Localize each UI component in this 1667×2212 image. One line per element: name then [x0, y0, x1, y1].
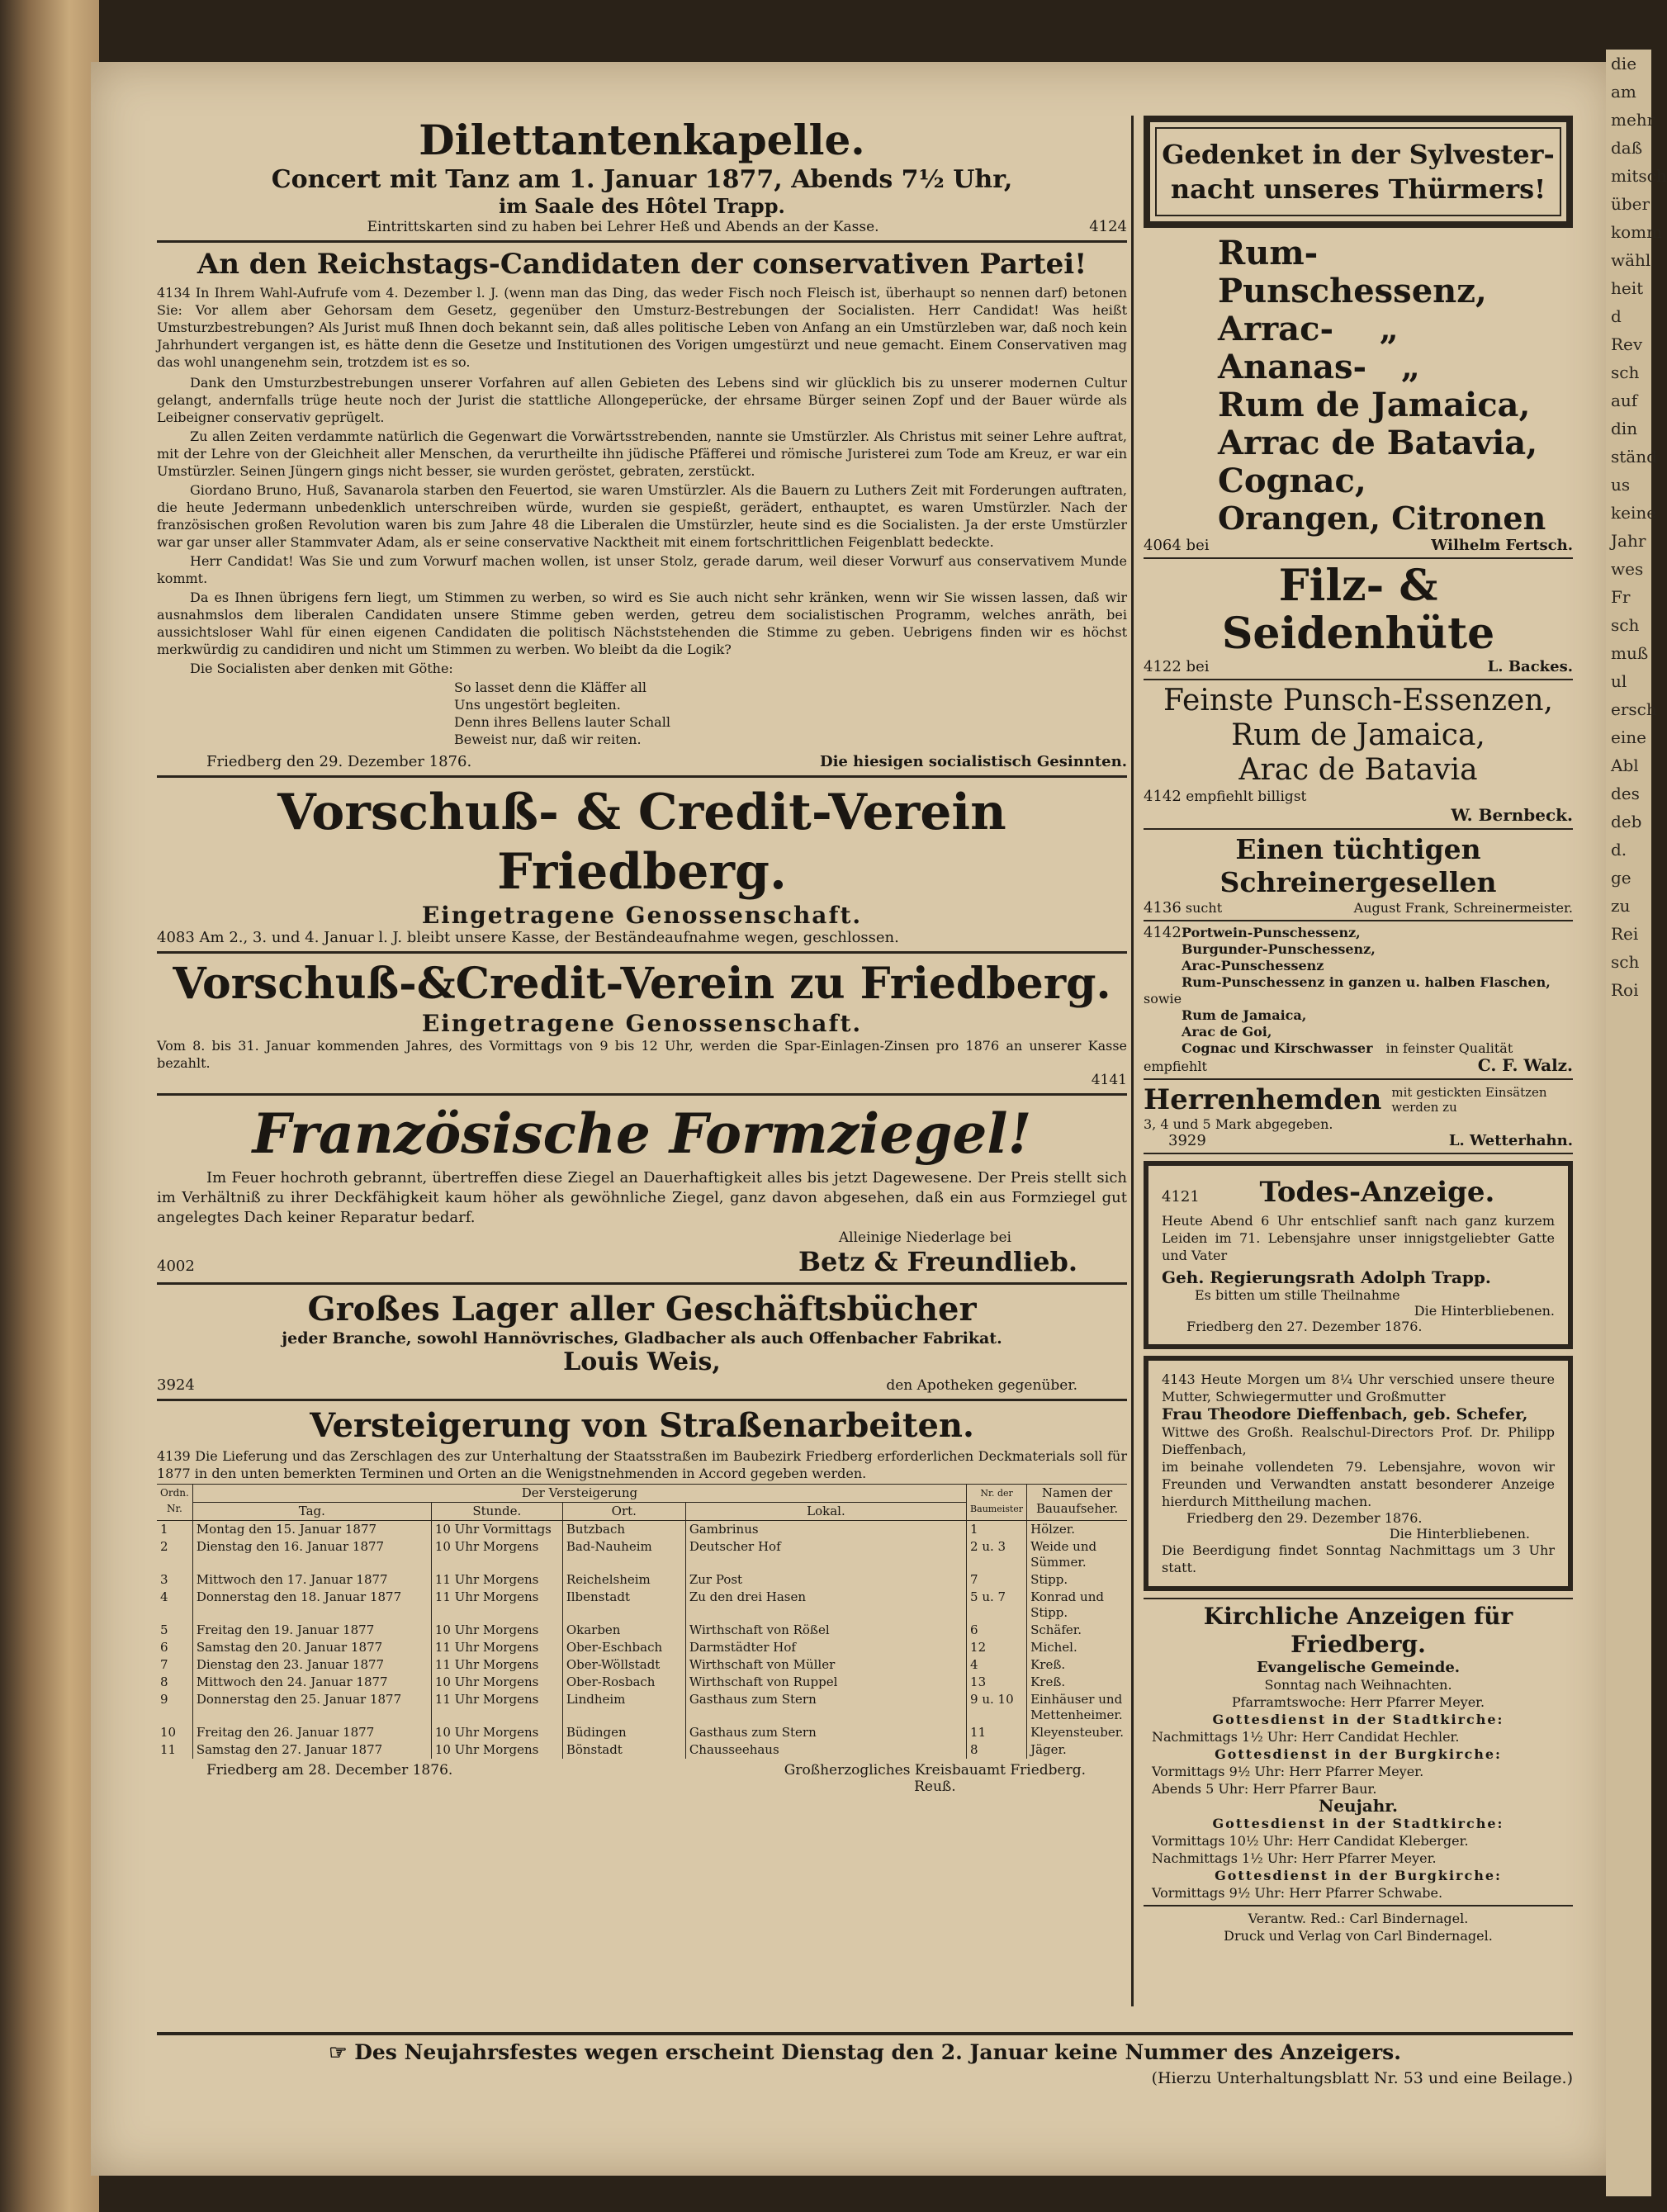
divider: [157, 1282, 1127, 1285]
reichstag-paragraph: Die Socialisten aber denken mit Göthe:: [190, 661, 453, 676]
adjacent-page-fragment: mitsch: [1611, 166, 1667, 186]
ad-number: 4141: [1091, 1072, 1127, 1088]
table-header: Ordn. Nr.: [157, 1485, 192, 1521]
ad-geschaeftsbuecher: [157, 1290, 1127, 1394]
walz-line: Cognac und Kirschwasser: [1182, 1040, 1373, 1056]
adjacent-page-fragment: eine: [1611, 727, 1646, 747]
feinste-name: W. Bernbeck.: [1451, 805, 1573, 825]
table-cell: Chausseehaus: [685, 1741, 966, 1759]
adjacent-page-fragment: ge: [1611, 868, 1631, 888]
table-cell: 11 Uhr Morgens: [431, 1589, 562, 1622]
kirche-heading: Gottesdienst in der Stadtkirche:: [1212, 1712, 1504, 1727]
dilettanten-line1: Concert mit Tanz am 1. Januar 1877, Abends 7½ Uhr,: [271, 165, 1013, 194]
vorschuss2-subtitle: Eingetragene Genossenschaft.: [421, 1010, 863, 1037]
rum-line: Orangen, Citronen: [1218, 500, 1546, 537]
todes2-sign: Die Hinterbliebenen.: [1389, 1526, 1530, 1542]
table-cell: 3: [160, 1572, 168, 1587]
poem-line: So lasset denn die Kläffer all: [454, 680, 647, 695]
ad-number: 3929: [1168, 1132, 1206, 1149]
table-cell: 7: [967, 1571, 1027, 1589]
rum-bei: bei: [1186, 537, 1210, 554]
todes2-text: im beinahe vollendeten 79. Lebensjahre, wovon wir Freunden und Verwandten anstatt besonderer Anzeige hierdurch Mittheilung machen.: [1162, 1459, 1555, 1509]
table-row: [157, 1741, 1127, 1759]
pointing-hand-icon: ☞: [329, 2040, 355, 2064]
adjacent-page-fragment: die: [1611, 54, 1637, 73]
vorschuss2-text: Vom 8. bis 31. Januar kommenden Jahres, des Vormittags von 9 bis 12 Uhr, werden die Spar-Einlagen-Zinsen pro 1876 an unserer Kasse bezahlt.: [157, 1038, 1127, 1071]
adjacent-page-fragment: Rev: [1611, 334, 1643, 354]
formziegel-sole: Alleinige Niederlage bei: [838, 1229, 1011, 1246]
feinste-line: Rum de Jamaica,: [1231, 718, 1485, 752]
table-cell: 10: [160, 1725, 177, 1740]
reichstag-paragraph: Giordano Bruno, Huß, Savanarola starben den Feuertod, sie waren Umstürzler. Als die Bauern zu Luthers Zeit mit Forderungen auftraten, die heute Jedermann unbedenklich unterschreiben würde, wurden sie gespießt, gerädert, enthauptet, es waren Umstürzler. Nach der französischen großen Revolution waren bis zum Jahre 48 die Liberalen die Umstürzler, heute sind es die Socialisten. Ja der erste Umstürzler war gar unser aller Stammvater Adam, als er seine conservative Nacktheit mit einem fortschrittlichen Feigenblatt bedeckte.: [157, 482, 1127, 550]
schreiner-text: sucht: [1185, 900, 1223, 916]
rum-line: Arrac- „: [1218, 310, 1399, 348]
table-cell: 11 Uhr Morgens: [431, 1656, 562, 1674]
table-header: Stunde.: [431, 1503, 562, 1521]
walz-line: Arac-Punschessenz: [1182, 958, 1324, 973]
divider: [157, 240, 1127, 243]
adjacent-page-fragment: mehr: [1611, 110, 1655, 130]
table-cell: 10 Uhr Morgens: [431, 1674, 562, 1691]
formziegel-firm: Betz & Freundlieb.: [798, 1246, 1077, 1277]
table-row: [157, 1724, 1127, 1741]
kirche-line: Vormittags 9½ Uhr: Herr Pfarrer Meyer.: [1152, 1764, 1424, 1779]
ad-todes-dieffenbach: [1144, 1356, 1573, 1591]
adjacent-page-fragment: wes: [1611, 559, 1644, 579]
adjacent-page-fragment: Rei: [1611, 924, 1639, 944]
table-cell: Gasthaus zum Stern: [685, 1724, 966, 1741]
kirche-line: Abends 5 Uhr: Herr Pfarrer Baur.: [1152, 1781, 1377, 1797]
vorschuss2-title: Vorschuß-&Credit-Verein zu Friedberg.: [173, 959, 1111, 1009]
ad-reichstag: [157, 248, 1127, 770]
table-cell: Freitag den 19. Januar 1877: [192, 1622, 431, 1639]
table-cell: 11: [160, 1742, 177, 1757]
table-cell: Zur Post: [685, 1571, 966, 1589]
adjacent-page-fragment: ständ: [1611, 447, 1657, 467]
table-row: [157, 1521, 1127, 1539]
divider: [1144, 679, 1573, 680]
divider: [157, 1093, 1127, 1096]
sylvester-line1: Gedenket in der Sylvester-: [1162, 139, 1555, 170]
right-column: [1144, 116, 1573, 1944]
table-cell: Ober-Eschbach: [562, 1639, 685, 1656]
hemden-name: L. Wetterhahn.: [1448, 1132, 1573, 1149]
table-cell: 9: [160, 1692, 168, 1707]
table-cell: Bönstadt: [562, 1741, 685, 1759]
ad-todes-trapp: [1144, 1161, 1573, 1349]
ad-formziegel: [157, 1101, 1127, 1277]
ad-number: 3924: [157, 1376, 195, 1394]
todes2-text: Wittwe des Großh. Realschul-Directors Prof. Dr. Philipp Dieffenbach,: [1162, 1424, 1555, 1457]
reichstag-title: An den Reichstags-Candidaten der conservativen Partei!: [197, 248, 1087, 281]
goethe-poem: [454, 679, 1127, 748]
ad-number: 4121: [1162, 1188, 1200, 1205]
kirche-druck: Druck und Verlag von Carl Bindernagel.: [1224, 1928, 1493, 1944]
filz-title: Filz- & Seidenhüte: [1221, 561, 1495, 659]
left-column: [157, 116, 1127, 1795]
table-cell: 10 Uhr Morgens: [431, 1622, 562, 1639]
table-row: [157, 1691, 1127, 1724]
footer-notice: [157, 2040, 1573, 2064]
feinste-line: Arac de Batavia: [1238, 753, 1478, 787]
table-cell: Weide und Sümmer.: [1027, 1538, 1127, 1571]
table-cell: Darmstädter Hof: [685, 1639, 966, 1656]
rum-line: Rum de Jamaica,: [1218, 386, 1531, 424]
rum-line: Rum-Punschessenz,: [1218, 234, 1487, 310]
table-cell: 1: [160, 1522, 168, 1537]
versteigerung-title: Versteigerung von Straßenarbeiten.: [310, 1406, 974, 1445]
ad-vorschuss-2: [157, 959, 1127, 1088]
table-cell: Zu den drei Hasen: [685, 1589, 966, 1622]
ad-vorschuss-1: [157, 783, 1127, 946]
table-cell: Montag den 15. Januar 1877: [192, 1521, 431, 1539]
table-cell: Bad-Nauheim: [562, 1538, 685, 1571]
kirche-sub: Evangelische Gemeinde.: [1256, 1659, 1461, 1676]
walz-empfiehlt: empfiehlt: [1144, 1059, 1207, 1074]
table-cell: Dienstag den 23. Januar 1877: [192, 1656, 431, 1674]
divider: [157, 775, 1127, 778]
table-cell: 2 u. 3: [967, 1538, 1027, 1571]
adjacent-page-fragment: auf: [1611, 391, 1638, 410]
sylvester-line2: nacht unseres Thürmers!: [1170, 173, 1546, 205]
todes2-burial: Die Beerdigung findet Sonntag Nachmittags um 3 Uhr statt.: [1162, 1542, 1555, 1575]
walz-line: Rum de Jamaica,: [1182, 1007, 1307, 1023]
schreiner-name: August Frank, Schreinermeister.: [1353, 900, 1573, 916]
table-cell: Wirthschaft von Rößel: [685, 1622, 966, 1639]
table-cell: Freitag den 26. Januar 1877: [192, 1724, 431, 1741]
adjacent-page-fragment: ul: [1611, 671, 1627, 691]
table-cell: 11 Uhr Morgens: [431, 1571, 562, 1589]
kirche-heading: Gottesdienst in der Burgkirche:: [1215, 1868, 1502, 1883]
table-cell: Deutscher Hof: [685, 1538, 966, 1571]
lager-title: Großes Lager aller Geschäftsbücher: [307, 1290, 977, 1329]
kirche-line: Nachmittags 1½ Uhr: Herr Pfarrer Meyer.: [1152, 1850, 1437, 1866]
table-cell: Michel.: [1027, 1639, 1127, 1656]
feinste-line: Feinste Punsch-Essenzen,: [1163, 684, 1553, 718]
table-cell: 13: [967, 1674, 1027, 1691]
versteigerung-sign: Reuß.: [914, 1779, 956, 1795]
walz-line: Burgunder-Punschessenz,: [1182, 941, 1376, 957]
ad-schreiner: [1144, 833, 1573, 917]
schreiner-title: Einen tüchtigen Schreinergesellen: [1219, 833, 1497, 898]
todes2-name: Frau Theodore Dieffenbach, geb. Schefer,: [1162, 1405, 1528, 1423]
table-cell: Lindheim: [562, 1691, 685, 1724]
dilettanten-line3: Eintrittskarten sind zu haben bei Lehrer Heß und Abends an der Kasse.: [367, 219, 879, 235]
table-cell: Jäger.: [1027, 1741, 1127, 1759]
adjacent-page-fragment: des: [1611, 784, 1640, 803]
adjacent-page-fragment: am: [1611, 82, 1636, 102]
table-row: [157, 1656, 1127, 1674]
adjacent-page-fragment: keine: [1611, 503, 1657, 523]
adjacent-page-fragment: komm: [1611, 222, 1663, 242]
kirche-heading: Gottesdienst in der Stadtkirche:: [1212, 1816, 1504, 1831]
footer: [157, 2027, 1573, 2087]
adjacent-page-fragment: d: [1611, 306, 1622, 326]
ad-rum-punsch: [1144, 234, 1573, 537]
table-cell: 6: [160, 1640, 168, 1655]
table-cell: 6: [967, 1622, 1027, 1639]
table-cell: Wirthschaft von Ruppel: [685, 1674, 966, 1691]
table-cell: Butzbach: [562, 1521, 685, 1539]
table-cell: Dienstag den 16. Januar 1877: [192, 1538, 431, 1571]
filz-name: L. Backes.: [1487, 658, 1573, 675]
table-cell: 4: [967, 1656, 1027, 1674]
versteigerung-office: Großherzogliches Kreisbauamt Friedberg.: [784, 1762, 1086, 1779]
ad-number: 4136: [1144, 899, 1182, 917]
table-cell: Donnerstag den 18. Januar 1877: [192, 1589, 431, 1622]
reichstag-paragraph: Da es Ihnen übrigens fern liegt, um Stimmen zu werben, so wird es Sie auch nicht sehr kränken, wenn wir Sie wissen lassen, daß wir ausnahmslos dem liberalen Candidaten unsere Stimme geben werden, getreu dem socialistischen Programm, welches anräth, bei aussichtsloser Wahl für einen eigenen Candidaten die politisch Nächststehenden die Stimme zu geben. Uebrigens finden wir es höchst merkwürdig zu candidiren und nicht um Stimmen zu werben. Wo bleibt da die Logik?: [157, 590, 1127, 657]
divider: [157, 2032, 1573, 2035]
walz-quality: in feinster Qualität: [1385, 1040, 1513, 1056]
kirche-week: Pfarramtswoche: Herr Pfarrer Meyer.: [1231, 1694, 1485, 1710]
vorschuss1-text: 4083 Am 2., 3. und 4. Januar l. J. bleibt unsere Kasse, der Beständeaufnahme wegen, geschlossen.: [157, 929, 899, 946]
adjacent-page-fragment: wähl: [1611, 250, 1651, 270]
kirche-newyear: Neujahr.: [1319, 1796, 1398, 1816]
kirche-heading: Gottesdienst in der Burgkirche:: [1215, 1746, 1502, 1762]
ad-number: 4124: [1089, 218, 1127, 235]
table-header: Lokal.: [685, 1503, 966, 1521]
ad-herrenhemden: [1144, 1083, 1573, 1149]
auction-table: [157, 1484, 1127, 1759]
kirche-red: Verantw. Red.: Carl Bindernagel.: [1248, 1911, 1469, 1926]
reichstag-paragraph: Zu allen Zeiten verdammte natürlich die Gegenwart die Vorwärtsstrebenden, nannte sie Umstürzler. Als Christus mit seiner Lehre auftrat, mit der Lehre von der Gleichheit aller Menschen, da verurtheilte ihn jüdische Pfäfferei und römische Juristerei zum Tode am Kreuz, er war ein Umstürzler. Seinen Jüngern gings nicht besser, sie wurden geröstet, gebraten, zerstückt.: [157, 429, 1127, 479]
table-row: [157, 1538, 1127, 1571]
table-cell: Mittwoch den 17. Januar 1877: [192, 1571, 431, 1589]
lager-address: den Apotheken gegenüber.: [886, 1377, 1077, 1394]
table-cell: Samstag den 20. Januar 1877: [192, 1639, 431, 1656]
formziegel-title: Französische Formziegel!: [252, 1101, 1032, 1166]
table-cell: Stipp.: [1027, 1571, 1127, 1589]
dilettanten-title: Dilettantenkapelle.: [419, 116, 865, 164]
table-cell: 9 u. 10: [967, 1691, 1027, 1724]
hemden-text: 3, 4 und 5 Mark abgegeben.: [1144, 1116, 1333, 1132]
ad-walz: [1144, 925, 1573, 1075]
table-cell: 8: [967, 1741, 1027, 1759]
reichstag-place: Friedberg den 29. Dezember 1876.: [206, 753, 472, 770]
adjacent-page-fragment: din: [1611, 419, 1638, 438]
divider: [1144, 557, 1573, 559]
walz-line: Portwein-Punschessenz,: [1182, 925, 1361, 940]
ad-feinste: [1144, 684, 1573, 825]
table-cell: 1: [967, 1521, 1027, 1539]
ad-filz: [1144, 562, 1573, 675]
reichstag-signature: Die hiesigen socialistisch Gesinnten.: [819, 753, 1127, 770]
table-cell: Büdingen: [562, 1724, 685, 1741]
divider: [1144, 1153, 1573, 1154]
table-cell: Donnerstag den 25. Januar 1877: [192, 1691, 431, 1724]
walz-sowie: sowie: [1144, 991, 1182, 1007]
table-cell: Samstag den 27. Januar 1877: [192, 1741, 431, 1759]
todes1-place: Friedberg den 27. Dezember 1876.: [1186, 1319, 1423, 1334]
table-header-group: Der Versteigerung: [192, 1485, 966, 1503]
footer-beilage: (Hierzu Unterhaltungsblatt Nr. 53 und eine Beilage.): [1151, 2069, 1573, 2087]
lager-name: Louis Weis,: [563, 1348, 721, 1376]
ad-versteigerung: [157, 1406, 1127, 1795]
ad-number: 4142: [1144, 788, 1182, 805]
adjacent-page-fragment: ersch: [1611, 699, 1657, 719]
hemden-title: Herrenhemden: [1144, 1083, 1382, 1116]
adjacent-page-fragment: muß: [1611, 643, 1649, 663]
table-cell: 11 Uhr Morgens: [431, 1691, 562, 1724]
vorschuss1-subtitle: Eingetragene Genossenschaft.: [421, 902, 863, 929]
table-cell: Kreß.: [1027, 1656, 1127, 1674]
rum-name: Wilhelm Fertsch.: [1431, 537, 1573, 554]
kirche-line: Vormittags 9½ Uhr: Herr Pfarrer Schwabe.: [1152, 1885, 1443, 1901]
table-cell: Gambrinus: [685, 1521, 966, 1539]
adjacent-page-fragment: Fr: [1611, 587, 1631, 607]
table-cell: 10 Uhr Morgens: [431, 1741, 562, 1759]
kirche-sunday: Sonntag nach Weihnachten.: [1264, 1677, 1452, 1693]
table-cell: 5 u. 7: [967, 1589, 1027, 1622]
divider: [1144, 1905, 1573, 1906]
todes2-text: 4143 Heute Morgen um 8¼ Uhr verschied unsere theure Mutter, Schwiegermutter und Großmutter: [1162, 1371, 1555, 1404]
table-cell: 7: [160, 1657, 168, 1672]
table-cell: Schäfer.: [1027, 1622, 1127, 1639]
todes1-title: Todes-Anzeige.: [1259, 1176, 1495, 1209]
divider: [157, 951, 1127, 954]
divider: [1144, 1078, 1573, 1080]
table-cell: 11: [967, 1724, 1027, 1741]
table-cell: Einhäuser und Mettenheimer.: [1027, 1691, 1127, 1724]
reichstag-paragraph: Dank den Umsturzbestrebungen unserer Vorfahren auf allen Gebieten des Lebens sind wir glücklich bis zu unserer modernen Cultur gelangt, andernfalls trüge heute noch der Jurist die stattliche Allongeperücke, der ehrsame Bürger seinen Zopf und der Bauer würde als Leibeigner conservativ geprügelt.: [157, 375, 1127, 425]
adjacent-page-fragment: zu: [1611, 896, 1631, 916]
dilettanten-line2: im Saale des Hôtel Trapp.: [499, 194, 785, 218]
table-cell: Wirthschaft von Müller: [685, 1656, 966, 1674]
table-cell: 2: [160, 1539, 168, 1554]
adjacent-page-fragment: Abl: [1611, 755, 1639, 775]
ad-dilettantenkapelle: [157, 116, 1127, 235]
table-cell: Okarben: [562, 1622, 685, 1639]
walz-name: C. F. Walz.: [1477, 1055, 1573, 1075]
table-row: [157, 1622, 1127, 1639]
adjacent-page-fragment: über: [1611, 194, 1650, 214]
adjacent-page-strip: [1606, 50, 1667, 2196]
poem-line: Beweist nur, daß wir reiten.: [454, 732, 642, 747]
divider: [1144, 828, 1573, 830]
footer-notice-text: Des Neujahrsfestes wegen erscheint Dienstag den 2. Januar keine Nummer des Anzeigers.: [354, 2040, 1401, 2064]
table-cell: Reichelsheim: [562, 1571, 685, 1589]
table-cell: 11 Uhr Morgens: [431, 1639, 562, 1656]
ad-kirchliche: [1144, 1603, 1573, 1944]
feinste-text: empfiehlt billigst: [1186, 789, 1307, 805]
todes1-text: Heute Abend 6 Uhr entschlief sanft nach ganz kurzem Leiden im 71. Lebensjahre unser innigstgeliebter Gatte und Vater: [1162, 1213, 1555, 1263]
adjacent-page-fragment: daß: [1611, 138, 1643, 158]
todes1-name: Geh. Regierungsrath Adolph Trapp.: [1162, 1267, 1491, 1287]
table-row: [157, 1639, 1127, 1656]
ad-number: 4064: [1144, 537, 1182, 554]
table-cell: Ilbenstadt: [562, 1589, 685, 1622]
reichstag-paragraph: 4134 In Ihrem Wahl-Aufrufe vom 4. Dezember l. J. (wenn man das Ding, das weder Fisch noch Fleisch ist, überhaupt so nennen darf) betonen Sie: Vor allem aber Gehorsam dem Gesetz, gegenüber den Umsturz-Bestrebungen der Socialisten. Herr Candidat! Was heißt Umsturzbestrebungen? Als Jurist muß Ihnen doch bekannt sein, daß alles politische Leben von Anfang an ein Umstürzleben war, daß noch kein Jahrhundert vergangen ist, es hätte denn die Gesetze und Institutionen des Vorigen umgestürzt und neue gemacht. Einem Conservativen mag das wohl unangenehm sein, trotzdem ist es so.: [157, 285, 1127, 370]
table-cell: Ober-Wöllstadt: [562, 1656, 685, 1674]
adjacent-page-fragment: us: [1611, 475, 1631, 495]
table-cell: 10 Uhr Morgens: [431, 1724, 562, 1741]
kirche-line: Vormittags 10½ Uhr: Herr Candidat Kleberger.: [1152, 1833, 1469, 1849]
ad-number: 4122: [1144, 658, 1182, 675]
versteigerung-text: 4139 Die Lieferung und das Zerschlagen des zur Unterhaltung der Staatsstraßen im Baubezirk Friedberg erforderlichen Deckmaterials soll für 1877 in den unten bemerkten Terminen und Orten an die Wenigstnehmenden in Accord gegeben werden.: [157, 1448, 1127, 1481]
table-cell: Mittwoch den 24. Januar 1877: [192, 1674, 431, 1691]
walz-line: Arac de Goi,: [1182, 1024, 1272, 1040]
versteigerung-place: Friedberg am 28. December 1876.: [206, 1762, 453, 1779]
table-row: [157, 1674, 1127, 1691]
divider: [157, 1399, 1127, 1401]
table-cell: 12: [967, 1639, 1027, 1656]
table-cell: Hölzer.: [1027, 1521, 1127, 1539]
kirche-title: Kirchliche Anzeigen für Friedberg.: [1203, 1603, 1513, 1658]
todes2-place: Friedberg den 29. Dezember 1876.: [1186, 1510, 1423, 1526]
table-header: Tag.: [192, 1503, 431, 1521]
table-cell: Kleyensteuber.: [1027, 1724, 1127, 1741]
kirche-line: Nachmittags 1½ Uhr: Herr Candidat Hechler.: [1152, 1729, 1460, 1745]
poem-line: Uns ungestört begleiten.: [454, 697, 621, 713]
ad-number: 4002: [157, 1258, 195, 1275]
table-cell: 5: [160, 1622, 168, 1637]
vorschuss1-title: Vorschuß- & Credit-Verein Friedberg.: [277, 784, 1006, 901]
table-cell: 4: [160, 1589, 168, 1604]
table-cell: 8: [160, 1674, 168, 1689]
hemden-side: mit gestickten Einsätzen werden zu: [1391, 1085, 1547, 1115]
table-row: [157, 1571, 1127, 1589]
table-cell: 10 Uhr Vormittags: [431, 1521, 562, 1539]
adjacent-page-fragment: Jahr: [1611, 531, 1646, 551]
table-cell: Gasthaus zum Stern: [685, 1691, 966, 1724]
divider: [1144, 1598, 1573, 1599]
adjacent-page-fragment: sch: [1611, 362, 1640, 382]
ad-number: 4142: [1144, 924, 1182, 941]
adjacent-page-fragment: heit: [1611, 278, 1644, 298]
filz-bei: bei: [1186, 658, 1210, 675]
table-cell: Kreß.: [1027, 1674, 1127, 1691]
divider: [1144, 920, 1573, 921]
table-header: Ort.: [562, 1503, 685, 1521]
rum-line: Arrac de Batavia,: [1218, 424, 1538, 462]
rum-line: Cognac,: [1218, 462, 1366, 500]
table-cell: Ober-Rosbach: [562, 1674, 685, 1691]
walz-line: Rum-Punschessenz in ganzen u. halben Flaschen,: [1182, 974, 1551, 990]
table-cell: 10 Uhr Morgens: [431, 1538, 562, 1571]
book-edge: [0, 0, 99, 2212]
formziegel-text: Im Feuer hochroth gebrannt, übertreffen diese Ziegel an Dauerhaftigkeit alles bis jetzt Dagewesene. Der Preis stellt sich im Verhältniß zu ihrer Deckfähigkeit kaum höher als gewöhnliche Ziegel, ganz davon abgesehen, daß ein aus Formziegel gut angelegtes Dach keiner Reparatur bedarf.: [157, 1169, 1127, 1226]
table-row: [157, 1589, 1127, 1622]
ad-sylvester: [1144, 116, 1573, 228]
adjacent-page-fragment: sch: [1611, 615, 1640, 635]
column-divider: [1131, 116, 1134, 2006]
todes1-ask: Es bitten um stille Theilnahme: [1195, 1287, 1400, 1303]
poem-line: Denn ihres Bellens lauter Schall: [454, 714, 670, 730]
adjacent-page-fragment: sch: [1611, 952, 1640, 972]
table-header: Namen der Bauaufseher.: [1027, 1485, 1127, 1521]
lager-text: jeder Branche, sowohl Hannövrisches, Gladbacher als auch Offenbacher Fabrikat.: [282, 1329, 1002, 1348]
rum-line: Ananas- „: [1218, 348, 1420, 386]
reichstag-paragraph: Herr Candidat! Was Sie und zum Vorwurf machen wollen, ist unser Stolz, gerade darum, weil dieser Vorwurf aus conservativem Munde kommt.: [157, 553, 1127, 586]
table-cell: Konrad und Stipp.: [1027, 1589, 1127, 1622]
table-header: Nr. der Baumeister: [967, 1485, 1027, 1521]
adjacent-page-fragment: deb: [1611, 812, 1642, 831]
adjacent-page-fragment: d.: [1611, 840, 1627, 860]
todes1-sign: Die Hinterbliebenen.: [1414, 1303, 1555, 1319]
adjacent-page-fragment: Roi: [1611, 980, 1639, 1000]
